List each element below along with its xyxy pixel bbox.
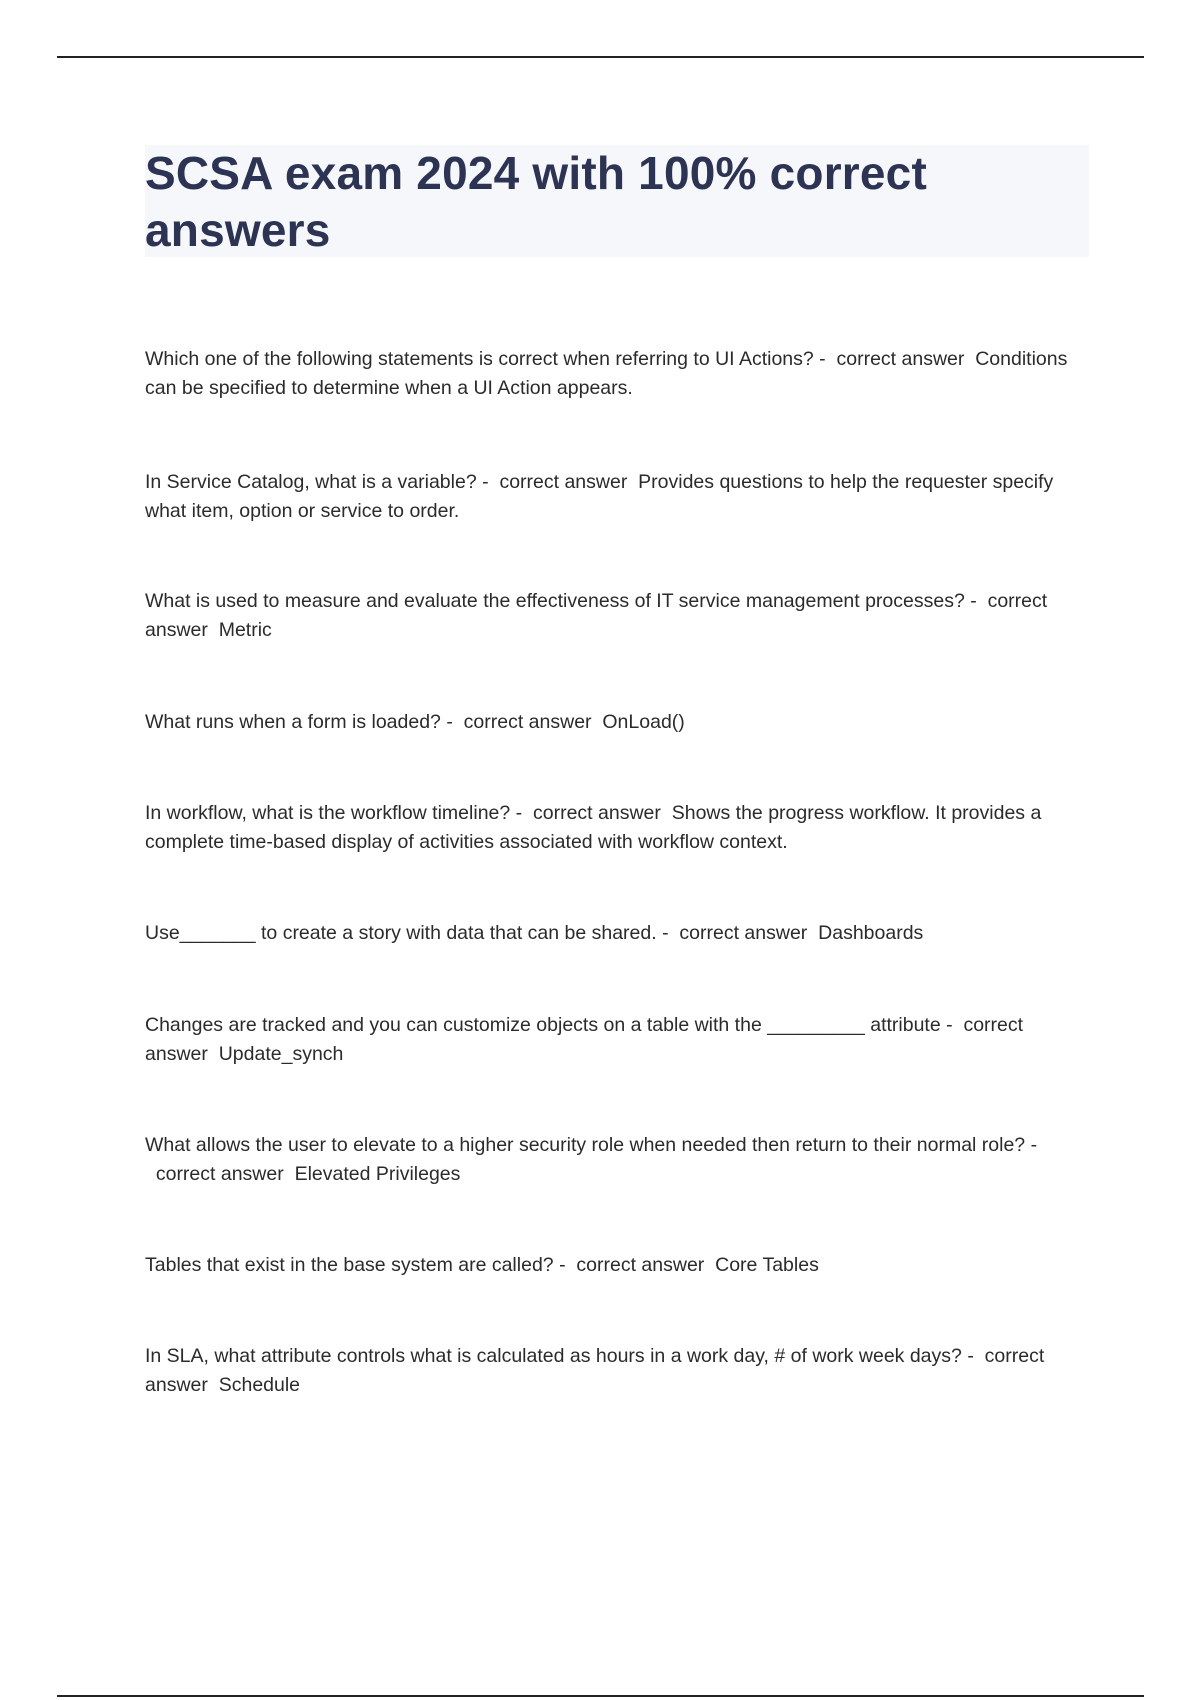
qa-item bbox=[145, 1131, 1090, 1189]
answer-marker: correct answer bbox=[533, 802, 661, 824]
separator: - bbox=[515, 802, 523, 824]
question-text: What is used to measure and evaluate the effectiveness of IT service management processes? bbox=[145, 590, 965, 612]
separator: - bbox=[970, 590, 977, 612]
answer-marker: correct answer bbox=[499, 471, 628, 493]
separator: - bbox=[819, 348, 826, 370]
qa-item bbox=[145, 1011, 1090, 1069]
qa-item bbox=[145, 345, 1090, 403]
answer-text: Conditions can be specified to determine when a UI Action appears. bbox=[145, 348, 1068, 399]
answer-text: Schedule bbox=[218, 1374, 301, 1396]
separator: - bbox=[1030, 1134, 1038, 1156]
qa-item bbox=[145, 1342, 1090, 1400]
answer-text: Provides questions to help the requester specify what item, option or service to order. bbox=[145, 471, 1054, 522]
top-divider bbox=[57, 56, 1144, 58]
question-text: Tables that exist in the base system are called? bbox=[145, 1254, 554, 1276]
answer-marker: correct answer bbox=[463, 711, 592, 733]
qa-item bbox=[145, 468, 1090, 526]
separator: - bbox=[446, 711, 453, 733]
question-text: What allows the user to elevate to a higher security role when needed then return to their normal role? bbox=[145, 1134, 1026, 1156]
qa-item bbox=[145, 708, 685, 737]
answer-text: Core Tables bbox=[715, 1254, 819, 1276]
answer-text: Shows the progress workflow. It provides a complete time-based display of activities associated with workflow context. bbox=[145, 802, 1042, 853]
question-text: Use_______ to create a story with data that can be shared. bbox=[145, 922, 657, 944]
title-block bbox=[145, 145, 1089, 257]
answer-text: Metric bbox=[218, 619, 272, 641]
separator: - bbox=[967, 1345, 974, 1367]
answer-marker: correct answer bbox=[679, 922, 808, 944]
bottom-divider bbox=[57, 1695, 1144, 1697]
answer-text: Elevated Privileges bbox=[294, 1163, 461, 1185]
question-text: What runs when a form is loaded? bbox=[145, 711, 441, 733]
answer-marker: correct answer bbox=[576, 1254, 705, 1276]
question-text: Which one of the following statements is correct when referring to UI Actions? bbox=[145, 348, 814, 370]
question-text: In SLA, what attribute controls what is calculated as hours in a work day, # of work week days? bbox=[145, 1345, 962, 1367]
separator: - bbox=[662, 922, 669, 944]
qa-item bbox=[145, 587, 1090, 645]
answer-text: Dashboards bbox=[818, 922, 924, 944]
answer-marker: correct answer bbox=[836, 348, 965, 370]
separator: - bbox=[559, 1254, 566, 1276]
answer-text: OnLoad() bbox=[602, 711, 685, 733]
answer-marker: correct answer bbox=[145, 1345, 1045, 1396]
answer-marker: correct answer bbox=[155, 1163, 284, 1185]
answer-marker: correct answer bbox=[145, 590, 1048, 641]
question-text: Changes are tracked and you can customize objects on a table with the _________ attribute bbox=[145, 1014, 941, 1036]
question-text: In workflow, what is the workflow timeline? bbox=[145, 802, 511, 824]
qa-item bbox=[145, 799, 1090, 857]
separator: - bbox=[482, 471, 489, 493]
qa-item bbox=[145, 919, 923, 948]
separator: - bbox=[946, 1014, 953, 1036]
answer-text: Update_synch bbox=[218, 1043, 344, 1065]
qa-item bbox=[145, 1251, 819, 1280]
question-text: In Service Catalog, what is a variable? bbox=[145, 471, 477, 493]
page-title: SCSA exam 2024 with 100% correct answers bbox=[145, 147, 927, 256]
answer-marker: correct answer bbox=[145, 1014, 1024, 1065]
